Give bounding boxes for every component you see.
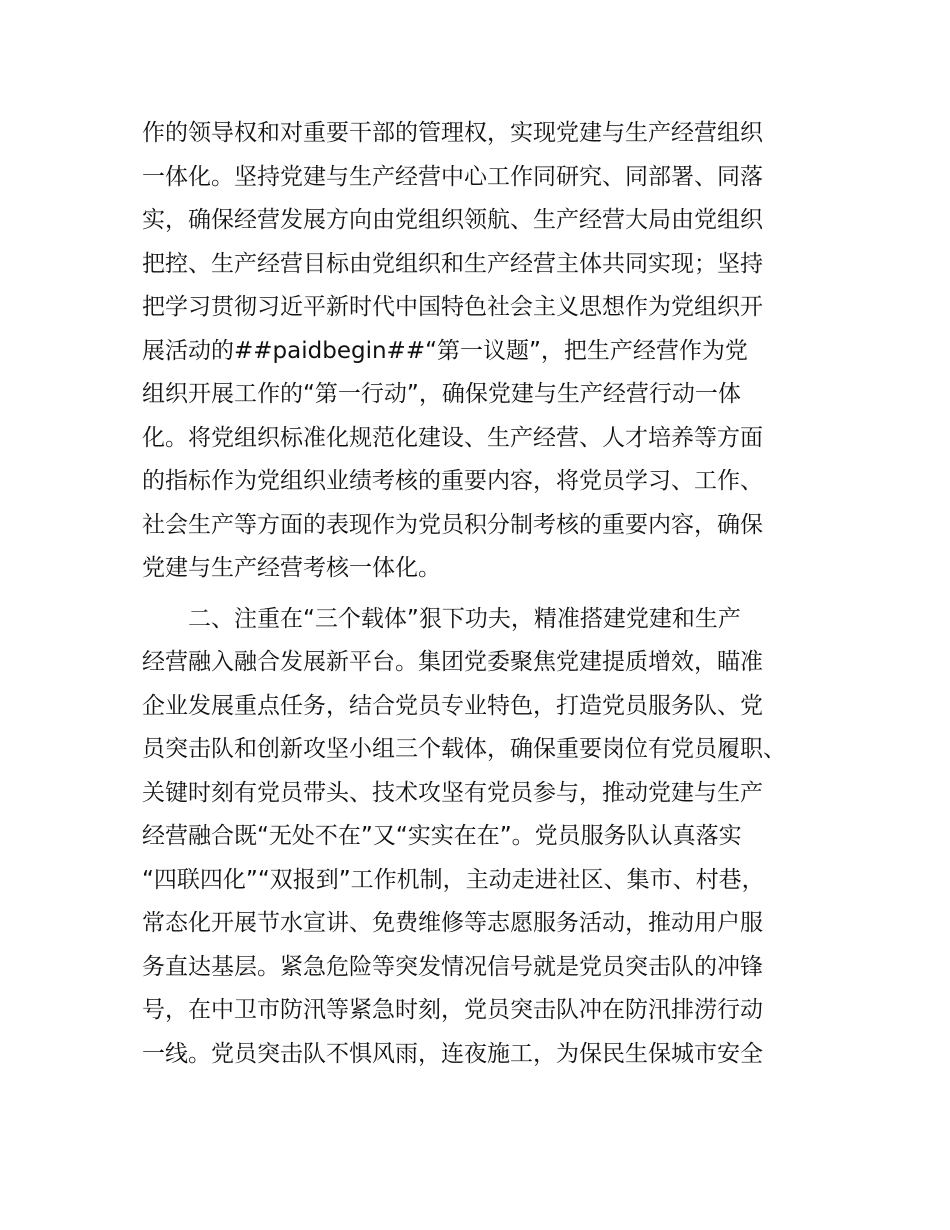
text-line: 关键时刻有党员带头、技术攻坚有党员参与，推动党建与生产 xyxy=(142,779,763,806)
text-line: 社会生产等方面的表现作为党员积分制考核的重要内容，确保 xyxy=(142,511,763,538)
text-line: “四联四化”“双报到”工作机制，主动走进社区、集市、村巷， xyxy=(142,866,765,893)
text-line: 常态化开展节水宣讲、免费维修等志愿服务活动，推动用户服 xyxy=(142,910,763,936)
text-line: 展活动的##paidbegin##“第一议题”，把生产经营作为党 xyxy=(142,337,748,364)
text-line: 号，在中卫市防汛等紧急时刻，党员突击队冲在防汛排涝行动 xyxy=(142,997,763,1023)
paragraph-2 xyxy=(142,598,832,1077)
text-line: 经营融合既“无处不在”又“实实在在”。党员服务队认真落实 xyxy=(142,823,742,849)
text-line: 一线。党员突击队不惧风雨，连夜施工，为保民生保城市安全 xyxy=(142,1040,763,1067)
text-line: 把控、生产经营目标由党组织和生产经营主体共同实现；坚持 xyxy=(142,250,763,277)
text-line: 一体化。坚持党建与生产经营中心工作同研究、同部署、同落 xyxy=(142,163,763,190)
text-line: 的指标作为党组织业绩考核的重要内容，将党员学习、工作、 xyxy=(142,468,763,494)
text-line: 实，确保经营发展方向由党组织领航、生产经营大局由党组织 xyxy=(142,207,763,233)
text-line: 把学习贯彻习近平新时代中国特色社会主义思想作为党组织开 xyxy=(142,294,763,320)
text-line: 组织开展工作的“第一行动”，确保党建与生产经营行动一体 xyxy=(142,381,741,407)
text-line: 党建与生产经营考核一体化。 xyxy=(142,555,441,581)
text-line: 化。将党组织标准化规范化建设、生产经营、人才培养等方面 xyxy=(142,424,763,451)
paragraph-1 xyxy=(142,112,832,591)
text-line: 员突击队和创新攻坚小组三个载体，确保重要岗位有党员履职、 xyxy=(142,736,786,762)
text-line: 企业发展重点任务，结合党员专业特色，打造党员服务队、党 xyxy=(142,692,763,719)
text-line: 作的领导权和对重要干部的管理权，实现党建与生产经营组织 xyxy=(142,120,763,146)
paragraph-spacer xyxy=(142,591,832,598)
text-line: 经营融入融合发展新平台。集团党委聚焦党建提质增效，瞄准 xyxy=(142,649,763,675)
text-line: 二、注重在“三个载体”狠下功夫，精准搭建党建和生产 xyxy=(142,605,741,632)
document-body xyxy=(142,112,832,1076)
text-line: 务直达基层。紧急危险等突发情况信号就是党员突击队的冲锋 xyxy=(142,953,763,980)
